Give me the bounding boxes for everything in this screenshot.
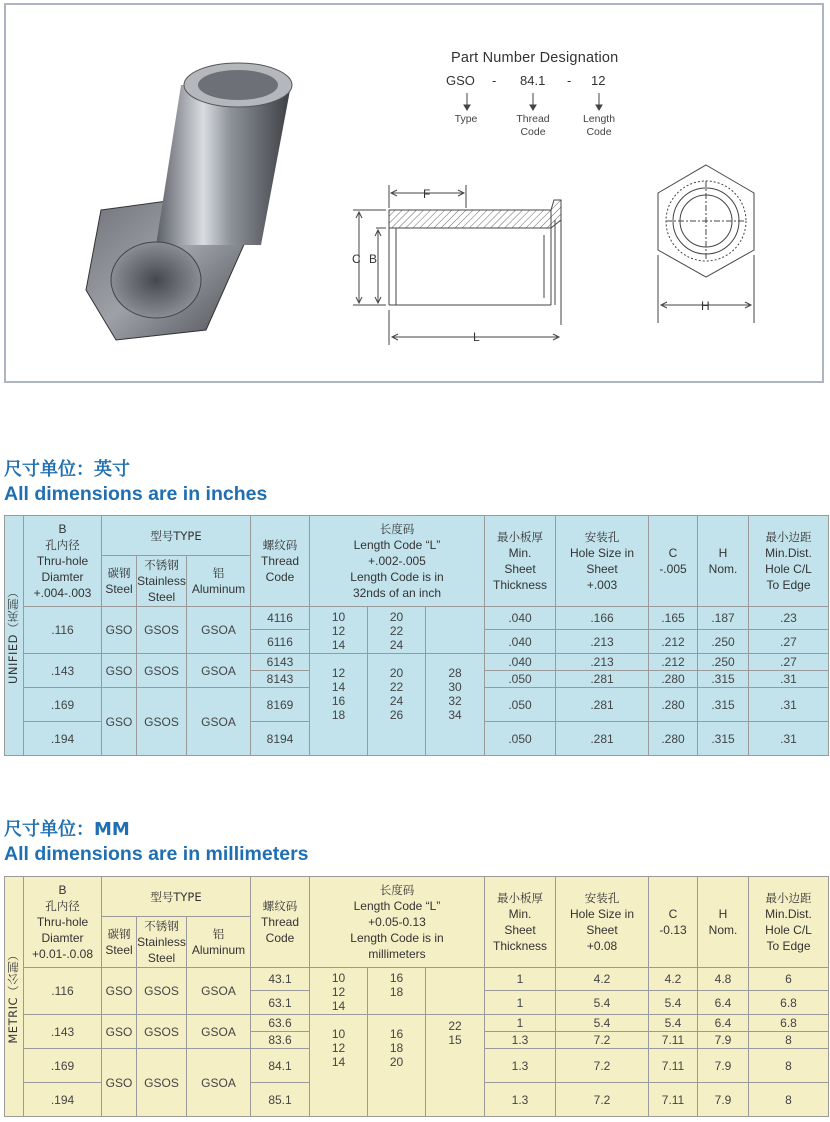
metric-header-steel: 碳钢 Steel: [102, 917, 137, 968]
table-row: [5, 607, 829, 630]
fastener-drawing: [6, 5, 822, 381]
h-value: 6.4: [698, 991, 749, 1015]
min-sheet: 1: [485, 1015, 556, 1032]
table-row: [5, 968, 829, 991]
hole-size: 7.2: [556, 1049, 649, 1083]
inch-header-b: B 孔内径 Thru-hole Diamter +.004-.003: [24, 516, 102, 607]
dim-b-label: B: [369, 252, 378, 266]
thread-code: 6116: [251, 630, 310, 654]
hole-size: .166: [556, 607, 649, 630]
h-value: .250: [698, 654, 749, 671]
length-col-1: 10 12 14: [310, 968, 368, 1015]
code-thread: 84.1: [520, 73, 546, 88]
b-value: .116: [24, 607, 102, 654]
thread-code: 85.1: [251, 1083, 310, 1117]
min-sheet: .040: [485, 654, 556, 671]
steel-type: GSO: [102, 1015, 137, 1049]
h-value: 4.8: [698, 968, 749, 991]
thread-code: 6143: [251, 654, 310, 671]
hole-size: 4.2: [556, 968, 649, 991]
edge-distance: .27: [749, 654, 829, 671]
length-col-3: [426, 968, 485, 1015]
stainless-type: GSOS: [137, 1049, 187, 1117]
length-col-1: 10 12 14: [310, 607, 368, 654]
table-row: [5, 654, 829, 671]
code-length: 12: [591, 73, 606, 88]
metric-header-type: 型号TYPE: [102, 877, 251, 917]
edge-distance: 8: [749, 1083, 829, 1117]
dim-f-label: F: [423, 187, 431, 201]
metric-header-thread: 螺纹码 Thread Code: [251, 877, 310, 968]
metric-header-edge: 最小边距 Min.Dist. Hole C/L To Edge: [749, 877, 829, 968]
metric-spec-table: [4, 876, 829, 1117]
min-sheet: 1: [485, 991, 556, 1015]
hole-size: 7.2: [556, 1083, 649, 1117]
c-value: .280: [649, 722, 698, 756]
h-value: 7.9: [698, 1049, 749, 1083]
metric-header-length: 长度码 Length Code “L” +0.05-0.13 Length Code is in millimeters: [310, 877, 485, 968]
min-sheet: 1.3: [485, 1032, 556, 1049]
min-sheet: 1.3: [485, 1049, 556, 1083]
stainless-type: GSOS: [137, 1015, 187, 1049]
length-col-1: 10 12 14: [310, 1015, 368, 1117]
length-col-2: 16 18: [368, 968, 426, 1015]
metric-header-h: H Nom.: [698, 877, 749, 968]
edge-distance: 8: [749, 1049, 829, 1083]
inch-header-type: 型号TYPE: [102, 516, 251, 556]
thread-code: 83.6: [251, 1032, 310, 1049]
code-type: GSO: [446, 73, 475, 88]
metric-side-label-cell: METRIC（公制）: [5, 877, 24, 1117]
edge-distance: 6.8: [749, 1015, 829, 1032]
inch-header-h: H Nom.: [698, 516, 749, 607]
edge-distance: 6.8: [749, 991, 829, 1015]
h-value: 7.9: [698, 1032, 749, 1049]
metric-header-hole: 安装孔 Hole Size in Sheet +0.08: [556, 877, 649, 968]
h-value: 7.9: [698, 1083, 749, 1117]
h-value: 6.4: [698, 1015, 749, 1032]
min-sheet: .040: [485, 607, 556, 630]
thread-code: 84.1: [251, 1049, 310, 1083]
inch-side-label-cell: UNIFIED（英制）: [5, 516, 24, 756]
length-col-3: [426, 607, 485, 654]
b-value: .194: [24, 1083, 102, 1117]
c-value: .165: [649, 607, 698, 630]
label-type: Type: [454, 113, 478, 125]
stainless-type: GSOS: [137, 654, 187, 688]
inch-header-hole: 安装孔 Hole Size in Sheet +.003: [556, 516, 649, 607]
b-value: .169: [24, 1049, 102, 1083]
thread-code: 4116: [251, 607, 310, 630]
inch-header-steel: 碳钢 Steel: [102, 556, 137, 607]
inch-heading-cn: 尺寸单位：英寸: [4, 459, 130, 480]
hole-size: .281: [556, 688, 649, 722]
figure-panel: [4, 3, 824, 383]
hole-size: .213: [556, 630, 649, 654]
metric-header-min-sheet: 最小板厚 Min. Sheet Thickness: [485, 877, 556, 968]
thread-code: 43.1: [251, 968, 310, 991]
steel-type: GSO: [102, 654, 137, 688]
metric-heading-en: All dimensions are in millimeters: [4, 843, 309, 865]
metric-heading-cn: 尺寸单位：MM: [4, 819, 130, 840]
min-sheet: .040: [485, 630, 556, 654]
inch-header-min-sheet: 最小板厚 Min. Sheet Thickness: [485, 516, 556, 607]
min-sheet: 1: [485, 968, 556, 991]
c-value: 7.11: [649, 1083, 698, 1117]
dim-h-label: H: [701, 299, 710, 313]
inch-header-edge: 最小边距 Min.Dist. Hole C/L To Edge: [749, 516, 829, 607]
aluminum-type: GSOA: [187, 968, 251, 1015]
c-value: .280: [649, 688, 698, 722]
b-value: .116: [24, 968, 102, 1015]
b-value: .194: [24, 722, 102, 756]
edge-distance: .31: [749, 688, 829, 722]
h-value: .315: [698, 722, 749, 756]
metric-header-c: C -0.13: [649, 877, 698, 968]
hole-size: .213: [556, 654, 649, 671]
designation-arrows: [464, 93, 602, 110]
min-sheet: .050: [485, 722, 556, 756]
fastener-photo: [86, 63, 292, 340]
edge-distance: .31: [749, 671, 829, 688]
thread-code: 8143: [251, 671, 310, 688]
edge-distance: .27: [749, 630, 829, 654]
c-value: .212: [649, 654, 698, 671]
h-value: .250: [698, 630, 749, 654]
steel-type: GSO: [102, 607, 137, 654]
hole-size: 5.4: [556, 1015, 649, 1032]
steel-type: GSO: [102, 688, 137, 756]
stainless-type: GSOS: [137, 968, 187, 1015]
label-thread-code: Thread Code: [516, 113, 550, 138]
thread-code: 63.1: [251, 991, 310, 1015]
steel-type: GSO: [102, 968, 137, 1015]
c-value: .280: [649, 671, 698, 688]
thread-code: 8169: [251, 688, 310, 722]
c-value: 5.4: [649, 991, 698, 1015]
b-value: .169: [24, 688, 102, 722]
metric-header-aluminum: 铝 Aluminum: [187, 917, 251, 968]
thread-code: 63.6: [251, 1015, 310, 1032]
inch-spec-table: [4, 515, 829, 756]
min-sheet: .050: [485, 688, 556, 722]
inch-header-c: C -.005: [649, 516, 698, 607]
length-col-3: 22 15: [426, 1015, 485, 1117]
edge-distance: .23: [749, 607, 829, 630]
inch-header-stainless: 不锈钢 Stainless Steel: [137, 556, 187, 607]
h-value: .315: [698, 688, 749, 722]
aluminum-type: GSOA: [187, 607, 251, 654]
h-value: .315: [698, 671, 749, 688]
designation-title: Part Number Designation: [451, 50, 619, 66]
code-dash-1: -: [492, 73, 497, 88]
edge-distance: .31: [749, 722, 829, 756]
b-value: .143: [24, 1015, 102, 1049]
metric-header-stainless: 不锈钢 Stainless Steel: [137, 917, 187, 968]
min-sheet: 1.3: [485, 1083, 556, 1117]
edge-distance: 6: [749, 968, 829, 991]
aluminum-type: GSOA: [187, 1015, 251, 1049]
label-length-code: Length Code: [582, 113, 616, 138]
stainless-type: GSOS: [137, 607, 187, 654]
min-sheet: .050: [485, 671, 556, 688]
length-col-3: 28 30 32 34: [426, 654, 485, 756]
h-value: .187: [698, 607, 749, 630]
c-value: .212: [649, 630, 698, 654]
stainless-type: GSOS: [137, 688, 187, 756]
c-value: 7.11: [649, 1032, 698, 1049]
c-value: 5.4: [649, 1015, 698, 1032]
length-col-2: 20 22 24 26: [368, 654, 426, 756]
code-dash-2: -: [567, 73, 572, 88]
thread-code: 8194: [251, 722, 310, 756]
hole-size: .281: [556, 671, 649, 688]
dim-c-label: C: [352, 252, 361, 266]
inch-header-aluminum: 铝 Aluminum: [187, 556, 251, 607]
dim-l-label: L: [473, 330, 480, 344]
length-col-2: 20 22 24: [368, 607, 426, 654]
hole-size: .281: [556, 722, 649, 756]
c-value: 7.11: [649, 1049, 698, 1083]
inch-heading-en: All dimensions are in inches: [4, 483, 268, 505]
hole-size: 7.2: [556, 1032, 649, 1049]
length-col-2: 16 18 20: [368, 1015, 426, 1117]
hole-size: 5.4: [556, 991, 649, 1015]
length-col-1: 12 14 16 18: [310, 654, 368, 756]
steel-type: GSO: [102, 1049, 137, 1117]
c-value: 4.2: [649, 968, 698, 991]
aluminum-type: GSOA: [187, 1049, 251, 1117]
metric-header-b: B 孔内径 Thru-hole Diamter +0.01-.0.08: [24, 877, 102, 968]
aluminum-type: GSOA: [187, 688, 251, 756]
aluminum-type: GSOA: [187, 654, 251, 688]
b-value: .143: [24, 654, 102, 688]
inch-header-thread: 螺纹码 Thread Code: [251, 516, 310, 607]
section-view: [353, 185, 561, 345]
edge-distance: 8: [749, 1032, 829, 1049]
inch-header-length: 长度码 Length Code “L” +.002-.005 Length Code is in 32nds of an inch: [310, 516, 485, 607]
table-row: [5, 1015, 829, 1032]
